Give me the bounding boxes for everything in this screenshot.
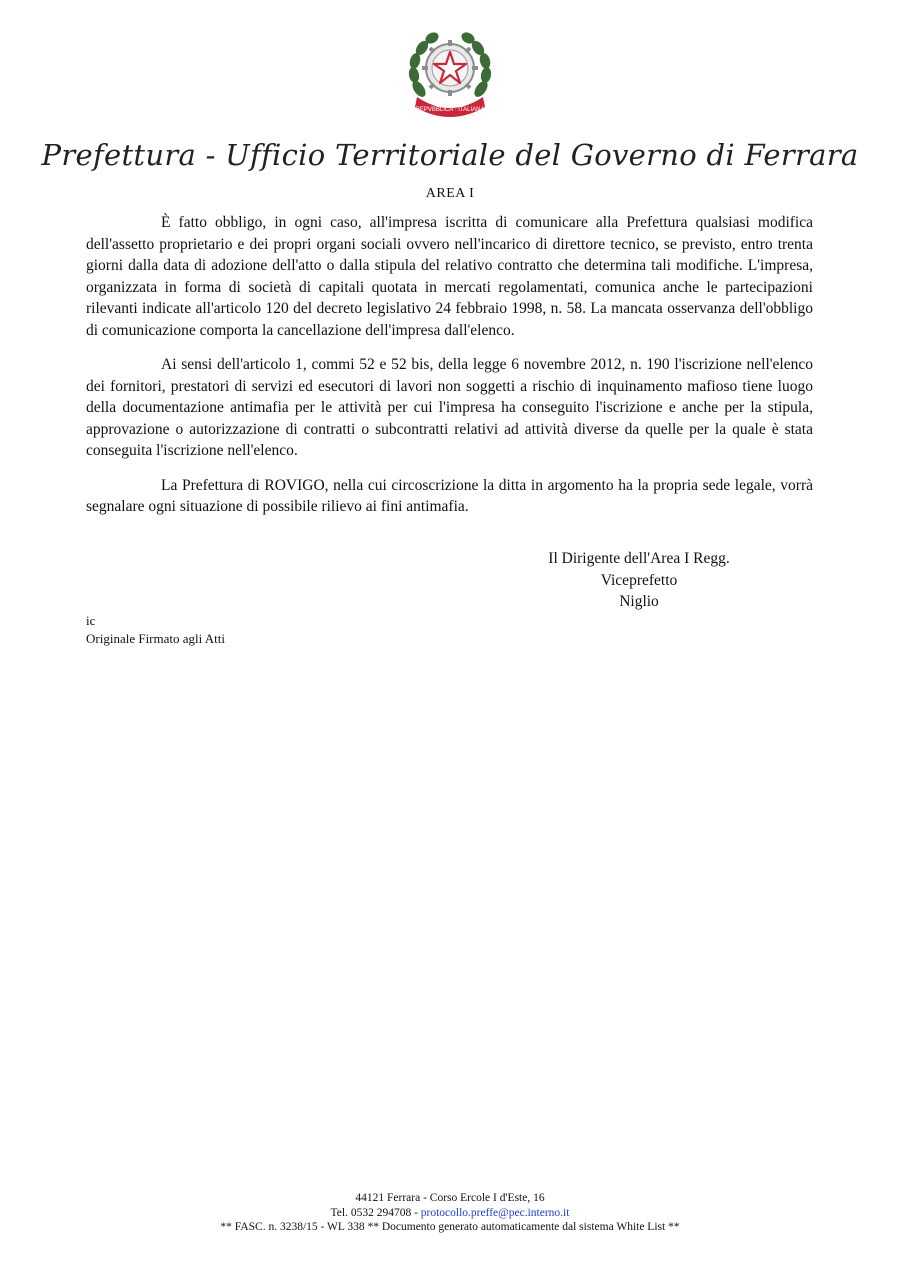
area-heading: AREA I [425,186,475,201]
signatory-role: Il Dirigente dell'Area I Regg. [548,550,730,567]
typist-initials: ic [86,613,96,628]
signatory-title: Viceprefetto [600,571,678,589]
document-body [86,212,813,531]
footer-reference: ** FASC. n. 3238/15 - WL 338 ** Documento generato automaticamente dal sistema White List ** [220,1221,680,1233]
italian-republic-emblem-icon [403,27,497,117]
paragraph-legal-basis: Ai sensi dell'articolo 1, commi 52 e 52 bis, della legge 6 novembre 2012, n. 190 l'iscrizione nell'elenco dei fornitori, prestatori di servizi ed esecutori di lavori non soggetti a rischio di inquinamento mafioso tiene luogo della documentazione antimafia per le attività per cui l'impresa ha conseguito l'iscrizione e anche per la stipula, approvazione o autorizzazione di contratti o subcontratti relativi ad attività diverse da quelle per la quale è stata conseguita l'iscrizione nell'elenco. [86,356,813,459]
signed-original-note: Originale Firmato agli Atti [86,631,226,646]
paragraph-notification-obligation: È fatto obbligo, in ogni caso, all'impresa iscritta di comunicare alla Prefettura qualsiasi modifica dell'assetto proprietario e dei propri organi sociali ovvero nell'incarico di direttore tecnico, se previsto, entro trenta giorni dalla data di adozione dell'atto o dalla stipula del relativo contratto che determina tali modifiche. L'impresa, organizzata in forma di società di capitali quotata in mercati regolamentati, comunica anche le partecipazioni rilevanti indicate all'articolo 120 del decreto legislativo 24 febbraio 1998, n. 58. La mancata osservanza dell'obbligo di comunicazione comporta la cancellazione dell'impresa dall'elenco. [86,214,813,339]
footer-email-link[interactable]: protocollo.preffe@pec.interno.it [420,1206,570,1219]
footer-tel: Tel. 0532 294708 - [330,1206,421,1219]
signatory-name: Niglio [619,593,659,610]
page-footer [0,1191,900,1235]
svg-text:REPVBBLICA · ITALIANA: REPVBBLICA · ITALIANA [415,107,485,113]
paragraph-rovigo-prefecture: La Prefettura di ROVIGO, nella cui circoscrizione la ditta in argomento ha la propria sede legale, vorrà segnalare ogni situazione di possibile rilievo ai fini antimafia. [86,476,813,515]
office-title: Prefettura - Ufficio Territoriale del Governo di Ferrara [41,138,859,172]
signature-block [512,548,766,613]
footer-address: 44121 Ferrara - Corso Ercole I d'Este, 16 [355,1192,545,1204]
footer-contacts [0,1206,900,1221]
